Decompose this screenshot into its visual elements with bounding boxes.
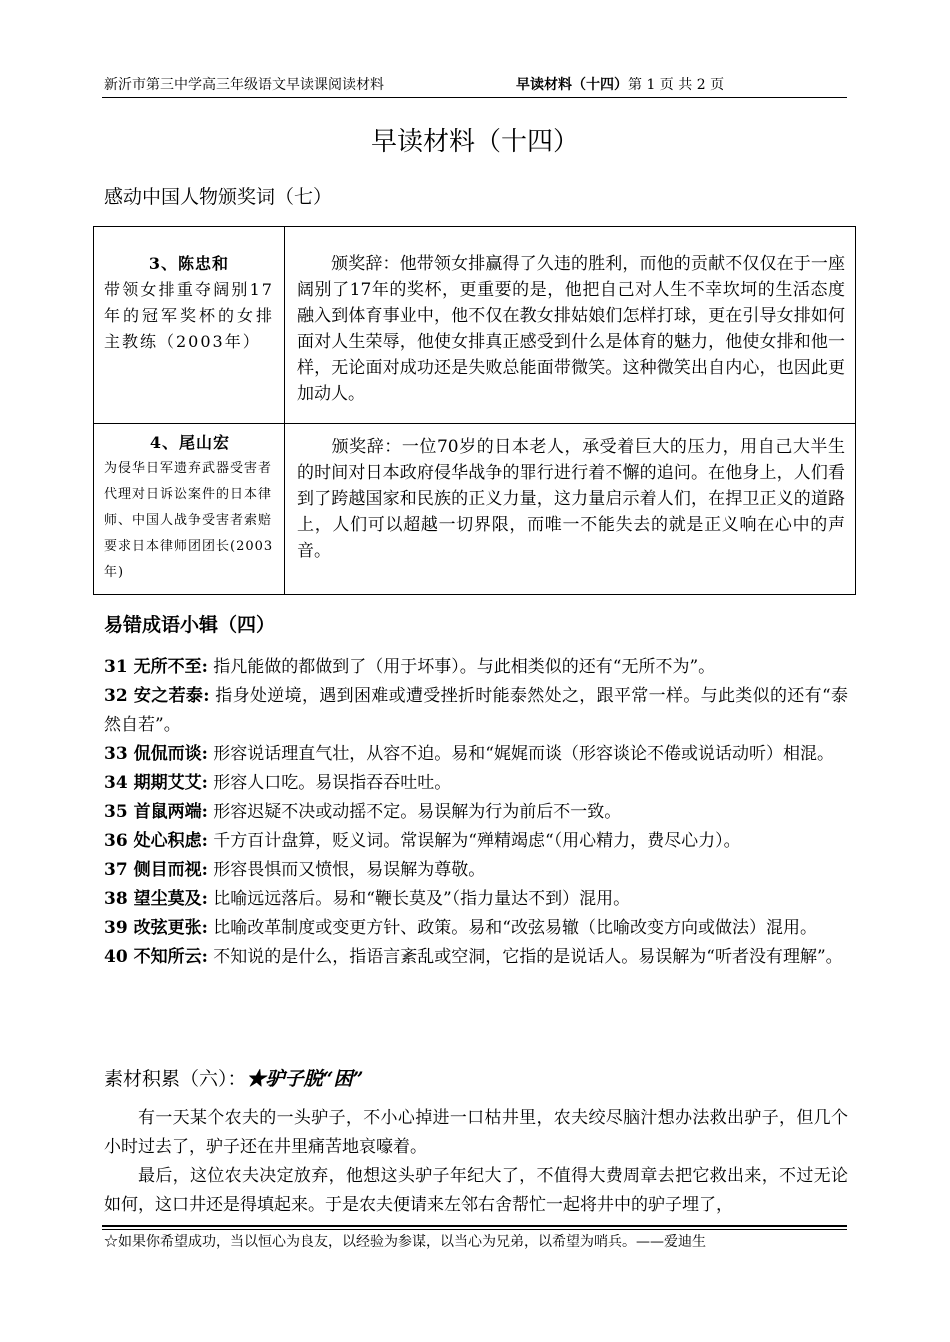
idiom-term: 37 侧目而视: [104,860,208,880]
award-person-name: 3、陈忠和 [148,254,230,273]
idiom-def: 比喻远远落后。易和“鞭长莫及”（指力量达不到）混用。 [207,889,631,909]
story-title: ★驴子脱“困” [246,1068,364,1090]
award-person-cell [94,227,285,424]
material-heading-text: 素材积累（六）： [104,1068,247,1090]
award-person-cell [94,424,285,595]
story-body [104,1104,848,1220]
idiom-item [104,856,848,885]
idiom-item [104,885,848,914]
idiom-term: 34 期期艾艾: [104,773,208,793]
idiom-item [104,943,848,972]
idiom-term: 35 首鼠两端: [104,802,208,822]
award-table [93,226,856,595]
idiom-def: 指凡能做的都做到了（用于坏事）。与此相类似的还有“无所不为”。 [207,657,716,677]
header-page-number: 第 1 页 共 2 页 [628,77,725,93]
idiom-item [104,653,848,682]
award-person-desc: 为侵华日军遗弃武器受害者代理对日诉讼案件的日本律师、中国人战争受害者索赔要求日本律师团团长(2003年) [104,461,274,580]
header-rule [102,97,847,98]
idiom-item [104,914,848,943]
idiom-list [104,653,848,972]
section-heading-material [104,1066,363,1092]
idiom-term: 40 不知所云: [104,947,208,967]
section-heading-idioms: 易错成语小辑（四） [104,614,276,636]
idiom-def: 形容人口吃。易误指吞吞吐吐。 [207,773,452,793]
idiom-term: 32 安之若泰: [104,686,210,706]
award-citation-cell [285,424,856,595]
idiom-term: 39 改弦更张: [104,918,208,938]
award-row [94,227,856,424]
story-paragraph: 有一天某个农夫的一头驴子，不小心掉进一口枯井里，农夫绞尽脑汁想办法救出驴子，但几个小时过去了，驴子还在井里痛苦地哀嚎着。 [104,1108,848,1157]
award-row [94,424,856,595]
idiom-term: 36 处心积虑: [104,831,208,851]
award-citation-text: 颁奖辞：他带领女排赢得了久违的胜利，而他的贡献不仅仅在于一座阔别了17年的奖杯，更重要的是，他把自己对人生不幸坎坷的生活态度融入到体育事业中，他不仅在教女排姑娘们怎样打球，更在引导女排如何面对人生荣辱，他使女排真正感受到什么是体育的魅力，他使女排和他一样，无论面对成功还是失败总能面带微笑。这种微笑出自内心，也因此更加动人。 [297,254,845,404]
award-citation-cell [285,227,856,424]
page-title: 早读材料（十四） [370,127,579,157]
award-person-desc: 带领女排重夺阔别17年的冠军奖杯的女排主教练（2003年） [104,280,274,351]
idiom-item [104,798,848,827]
idiom-def: 形容说话理直气壮，从容不迫。易和“娓娓而谈（形容谈论不倦或说话动听）相混。 [207,744,834,764]
award-citation-text: 颁奖辞：一位70岁的日本老人，承受着巨大的压力，用自己大半生的时间对日本政府侵华战争的罪行进行着不懈的追问。在他身上，人们看到了跨越国家和民族的正义力量，这力量启示着人们，在捍卫正义的道路上，人们可以超越一切界限，而唯一不能失去的就是正义响在心中的声音。 [297,437,845,561]
header-material-title: 早读材料（十四） [516,77,628,93]
award-person-name: 4、尾山宏 [149,433,231,452]
header-page-info [516,76,724,94]
idiom-item [104,827,848,856]
section-heading-awards: 感动中国人物颁奖词（七） [104,186,333,208]
idiom-term: 38 望尘莫及: [104,889,208,909]
footer-quote: ☆如果你希望成功，当以恒心为良友，以经验为参谋，以当心为兄弟，以希望为哨兵。——爱迪生 [104,1234,706,1250]
idiom-def: 千方百计盘算，贬义词。常误解为“殚精竭虑“（用心精力，费尽心力）。 [207,831,741,851]
idiom-term: 31 无所不至: [104,657,208,677]
idiom-item [104,682,848,740]
idiom-item [104,740,848,769]
idiom-term: 33 侃侃而谈: [104,744,208,764]
footer-rule [102,1225,847,1227]
idiom-def: 指身处逆境，遇到困难或遭受挫折时能泰然处之，跟平常一样。与此类似的还有“泰然自若”。 [104,686,848,735]
idiom-def: 形容畏惧而又愤恨，易误解为尊敬。 [207,860,486,880]
idiom-item [104,769,848,798]
idiom-def: 形容迟疑不决或动摇不定。易误解为行为前后不一致。 [207,802,622,822]
story-paragraph: 最后，这位农夫决定放弃，他想这头驴子年纪大了，不值得大费周章去把它救出来，不过无论如何，这口井还是得填起来。于是农夫便请来左邻右舍帮忙一起将井中的驴子埋了， [104,1166,848,1215]
header-school: 新沂市第三中学高三年级语文早读课阅读材料 [104,77,384,93]
footer-rule-thin [102,1229,847,1230]
idiom-def: 比喻改革制度或变更方针、政策。易和“改弦易辙（比喻改变方向或做法）混用。 [207,918,817,938]
idiom-def: 不知说的是什么，指语言紊乱或空洞，它指的是说话人。易误解为“听者没有理解”。 [207,947,843,967]
